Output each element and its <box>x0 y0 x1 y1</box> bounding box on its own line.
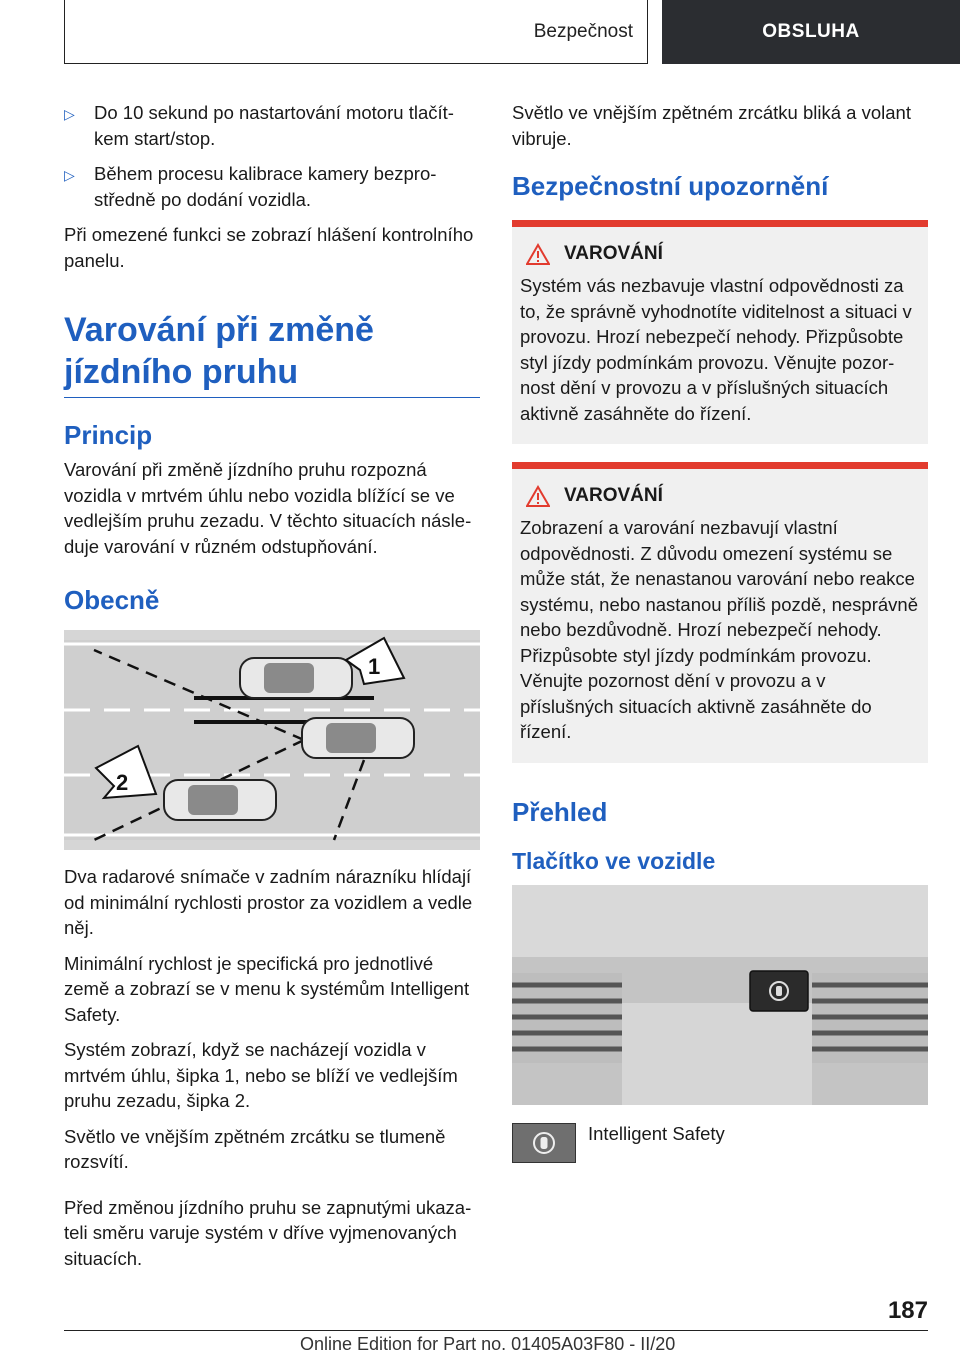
warning-box <box>512 462 928 763</box>
limited-function-text: Při omezené funkci se zobrazí hlášení kontrolního panelu. <box>64 224 474 271</box>
paragraph: Světlo ve vnějším zpětném zrcátku se tlumeně rozsvítí. <box>64 1125 446 1172</box>
paragraph: Minimální rychlost je specifická pro jednotlivé země a zobrazí se v menu k systémům Intelligent Safety. <box>64 952 470 1025</box>
air-vent-icon <box>812 973 928 1063</box>
general-heading: Obecně <box>64 585 160 615</box>
list-item: ▷ Během procesu kalibrace kamery bezprostředně po dodání vozidla. <box>64 161 480 212</box>
safety-heading: Bezpečnostní upozornění <box>512 171 829 201</box>
button-legend <box>512 1123 928 1163</box>
list-item: ▷ Do 10 sekund po nastartování motoru tlačítkem start/stop. <box>64 100 480 151</box>
warning-title: VAROVÁNÍ <box>564 243 663 264</box>
paragraph: Systém zobrazí, když se nacházejí vozidla v mrtvém úhlu, šipka 1, nebo se blíží ve vedlejším pruhu zezadu, šipka 2. <box>64 1039 458 1111</box>
left-column <box>64 100 480 1281</box>
triangle-bullet-icon: ▷ <box>64 106 75 122</box>
air-vent-icon <box>512 973 622 1063</box>
paragraph: Světlo ve vnějším zpětném zrcátku bliká a volant vibruje. <box>512 102 911 149</box>
warning-title: VAROVÁNÍ <box>564 485 663 506</box>
principle-heading: Princip <box>64 420 153 450</box>
car-top-icon <box>240 658 352 698</box>
warning-text: Systém vás nezbavuje vlastní odpovědnosti za to, že správně vyhodnotíte viditelnost a situaci v provozu. Hrozí nebezpečí nehody. Přizpůsobte styl jízdy podmínkám provozu. Věnujte pozornost dění v provozu a v příslušných situacích aktivně zasáhněte do řízení. <box>520 275 912 424</box>
triangle-bullet-icon: ▷ <box>64 167 75 183</box>
overview-heading: Přehled <box>512 796 608 827</box>
page-header <box>64 0 960 64</box>
warning-box <box>512 220 928 444</box>
svg-text:1: 1 <box>368 654 381 679</box>
section-title: Bezpečnost <box>64 0 648 64</box>
button-heading: Tlačítko ve vozidle <box>512 847 716 874</box>
page-number: 187 <box>887 1297 928 1324</box>
warning-icon <box>526 485 550 507</box>
car-top-icon <box>164 780 276 820</box>
chapter-title: OBSLUHA <box>662 0 960 64</box>
intelligent-safety-button-icon <box>512 1123 576 1163</box>
paragraph: Před změnou jízdního pruhu se zapnutými ukazateli směru varuje systém v dříve vyjmenovaných situacích. <box>64 1196 472 1269</box>
edition-text: Online Edition for Part no. 01405A03F80 - II/20 <box>300 1334 676 1354</box>
blind-spot-illustration <box>64 630 480 850</box>
car-top-icon <box>302 718 414 758</box>
intelligent-safety-button[interactable] <box>750 971 808 1011</box>
principle-text: Varování při změně jízdního pruhu rozpozná vozidla v mrtvém úhlu nebo vozidla blížící se ve vedlejším pruhu zezadu. V těchto situacích následuje varování v různém odstupňování. <box>64 459 472 557</box>
road-diagram <box>64 630 480 850</box>
warning-icon <box>526 243 550 265</box>
right-column <box>512 100 928 1163</box>
button-label: Intelligent Safety <box>588 1122 725 1144</box>
paragraph: Dva radarové snímače v zadním nárazníku hlídají od minimální rychlosti prostor za vozidlem a vedle něj. <box>64 866 473 938</box>
page-title: Varování při změně jízdního pruhu <box>64 309 480 398</box>
warning-text: Zobrazení a varování nezbavují vlastní odpovědnosti. Z důvodu omezení systému se může stát, že nenastanou varování nebo reakce systému, nebo nastanou příliš pozdě, nesprávně nebo bezdůvodně. Hrozí nebezpečí nehody. Přizpůsobte styl jízdy podmínkám provozu. Věnujte pozornost dění v provozu a v příslušných situacích aktivně zasáhněte do řízení. <box>520 517 918 742</box>
footer-rule <box>64 1330 928 1331</box>
vent-console-illustration <box>512 885 928 1105</box>
dashboard-button-photo <box>512 885 928 1105</box>
svg-text:2: 2 <box>116 770 129 795</box>
